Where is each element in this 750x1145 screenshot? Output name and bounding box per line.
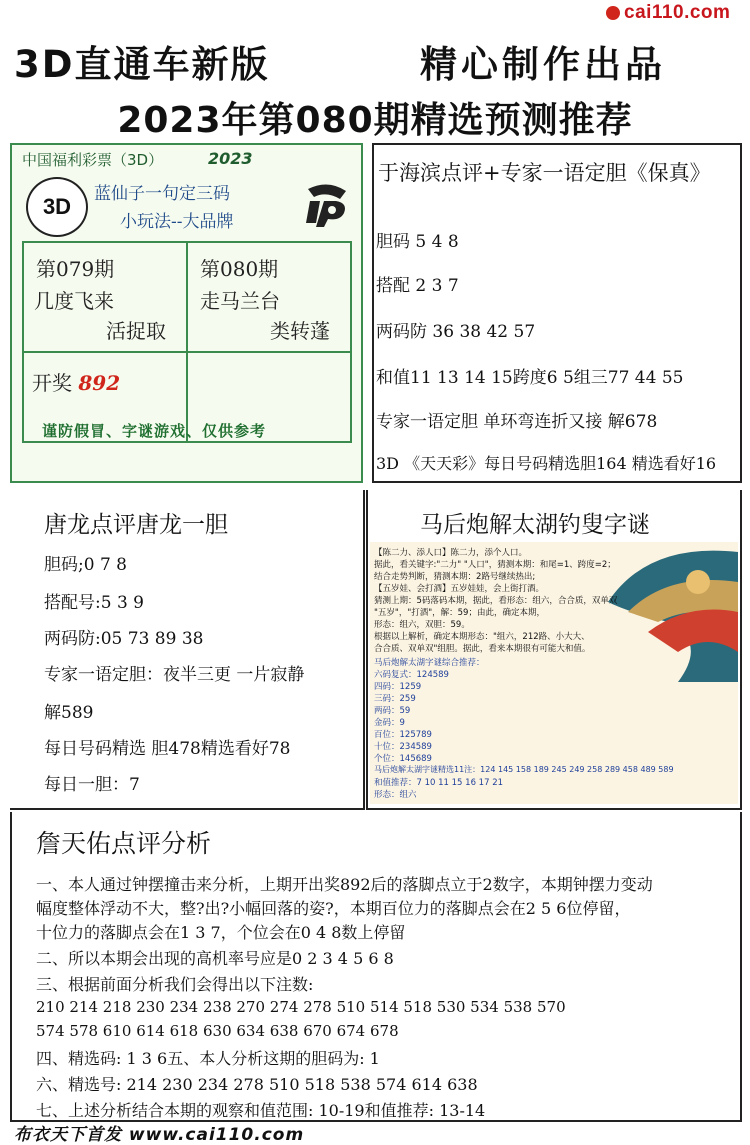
zhan-line: 一、本人通过钟摆撞击来分析，上期开出奖892后的落脚点立于2数字，本期钟摆力变动 bbox=[36, 875, 653, 894]
zhan-line: 二、所以本期会出现的高机率号应是0 2 3 4 5 6 8 bbox=[36, 949, 394, 968]
ticket-year: 2023 bbox=[208, 149, 253, 168]
expert-title: 于海滨点评+专家一语定胆《保真》 bbox=[378, 161, 711, 185]
grid-divider-horizontal bbox=[24, 351, 350, 353]
expert-panel bbox=[372, 143, 742, 483]
puzzle-line: 形态：组六 bbox=[374, 790, 417, 800]
puzzle-line: 金码：9 bbox=[374, 718, 405, 728]
zhan-line: 574 578 610 614 618 630 634 638 670 674 678 bbox=[36, 1022, 399, 1040]
puzzle-line: 【五岁娃、会打酒】五岁娃娃，会上街打酒。 bbox=[374, 584, 545, 594]
tanglong-line: 专家一语定胆：夜半三更 一片寂静 bbox=[44, 665, 305, 685]
draw-number: 892 bbox=[78, 371, 121, 395]
puzzle-line: 根据以上解析，确定本期形态："组六，212路、小大大、 bbox=[374, 632, 590, 642]
footer-credit: 布衣天下首发 www.cai110.com bbox=[14, 1125, 305, 1145]
prev-riddle-line1: 几度飞来 bbox=[34, 289, 114, 313]
cur-issue: 第080期 bbox=[200, 257, 279, 281]
ticket-header: 中国福利彩票（3D） bbox=[22, 151, 164, 169]
puzzle-line: 合合质、双单双"组胆。据此，看来本期很有可能大和值。 bbox=[374, 644, 591, 654]
page-title: 2023年第080期精选预测推荐 bbox=[117, 100, 633, 141]
zhan-line: 幅度整体浮动不大，整?出?小幅回落的姿?，本期百位力的落脚点会在2 5 6位停留， bbox=[36, 899, 631, 918]
draw-result bbox=[32, 367, 120, 396]
prev-issue: 第079期 bbox=[36, 257, 115, 281]
puzzle-line: 百位：125789 bbox=[374, 730, 432, 740]
puzzle-line: 结合走势判断，猜测本期：2路号继续热出; bbox=[374, 572, 536, 582]
header-right: 精心制作出品 bbox=[420, 43, 666, 86]
mahou-panel bbox=[366, 490, 742, 810]
zhan-panel bbox=[10, 812, 742, 1122]
puzzle-line: "五岁"，"打酒"，解：59；由此，确定本期， bbox=[374, 608, 545, 618]
issue-grid bbox=[22, 241, 352, 443]
puzzle-line: 三码：259 bbox=[374, 694, 416, 704]
puzzle-line: 据此，看关键字:"二力" "人口"，猜测本期：和尾=1、跨度=2； bbox=[374, 560, 616, 570]
lottery-ticket bbox=[10, 143, 363, 483]
puzzle-line: 猜测上期：5码落码本期，据此，看形态：组六，合合质，双单双 bbox=[374, 596, 618, 606]
zhan-line: 四、精选码: 1 3 6五、本人分析这期的胆码为: 1 bbox=[36, 1049, 380, 1068]
site-badge[interactable] bbox=[600, 0, 750, 26]
zhan-line: 七、上述分析结合本期的观察和值范围: 10-19和值推荐: 13-14 bbox=[36, 1101, 486, 1120]
tanglong-line: 解589 bbox=[44, 703, 94, 723]
slogan-one: 蓝仙子一句定三码 bbox=[94, 184, 230, 204]
expert-line: 和值11 13 14 15跨度6 5组三77 44 55 bbox=[376, 368, 684, 388]
tanglong-line: 搭配号:5 3 9 bbox=[44, 593, 144, 613]
puzzle-line: 十位：234589 bbox=[374, 742, 432, 752]
slogan-two: 小玩法--大品牌 bbox=[120, 212, 234, 232]
zhan-line: 210 214 218 230 234 238 270 274 278 510 514 518 530 534 538 570 bbox=[36, 998, 566, 1016]
cur-riddle-line2: 类转蓬 bbox=[270, 319, 330, 343]
puzzle-line: 马后炮解太湖字谜精选11注：124 145 158 189 245 249 258 289 458 489 589 bbox=[374, 765, 674, 774]
expert-line: 3D 《天天彩》每日号码精选胆164 精选看好16 bbox=[376, 454, 717, 473]
site-url[interactable]: cai110.com bbox=[624, 2, 731, 23]
expert-line: 专家一语定胆 单环弯连折又接 解678 bbox=[376, 412, 658, 432]
tanglong-line: 每日一胆：7 bbox=[44, 775, 140, 795]
3d-logo-icon: 3D bbox=[26, 177, 88, 237]
zhan-title: 詹天佑点评分析 bbox=[36, 829, 212, 858]
puzzle-line: 和值推荐：7 10 11 15 16 17 21 bbox=[374, 778, 504, 788]
puzzle-line: 【陈二力、添人口】陈二力，添个人口。 bbox=[374, 548, 528, 558]
site-logo-icon bbox=[606, 6, 620, 20]
puzzle-line: 六码复式：124589 bbox=[374, 670, 449, 680]
puzzle-line: 个位：145689 bbox=[374, 754, 432, 764]
cur-riddle-line1: 走马兰台 bbox=[200, 289, 280, 313]
puzzle-image bbox=[370, 542, 738, 804]
zhan-line: 六、精选号: 214 230 234 278 510 518 538 574 614 638 bbox=[36, 1075, 478, 1094]
expert-line: 两码防 36 38 42 57 bbox=[376, 322, 536, 342]
expert-line: 搭配 2 3 7 bbox=[376, 276, 459, 296]
grid-divider-vertical bbox=[186, 243, 188, 441]
tanglong-line: 两码防:05 73 89 38 bbox=[44, 629, 204, 649]
welfare-lottery-logo-icon bbox=[302, 181, 354, 229]
zhan-line: 十位力的落脚点会在1 3 7，个位会在0 4 8数上停留 bbox=[36, 923, 406, 942]
puzzle-line: 形态：组六，双胆：59。 bbox=[374, 620, 470, 630]
tanglong-line: 每日号码精选 胆478精选看好78 bbox=[44, 739, 291, 759]
puzzle-line: 马后炮解太湖字谜综合推荐： bbox=[374, 658, 485, 668]
tanglong-panel bbox=[10, 490, 365, 810]
draw-label: 开奖 bbox=[32, 371, 72, 395]
zhan-line: 三、根据前面分析我们会得出以下注数: bbox=[36, 975, 314, 994]
puzzle-line: 四码：1259 bbox=[374, 682, 422, 692]
mahou-title: 马后炮解太湖钓叟字谜 bbox=[420, 512, 650, 538]
header-left: 3D直通车新版 bbox=[14, 43, 270, 86]
prev-riddle-line2: 活捉取 bbox=[106, 319, 166, 343]
expert-line: 胆码 5 4 8 bbox=[376, 232, 459, 252]
tanglong-line: 胆码;0 7 8 bbox=[44, 555, 127, 575]
puzzle-line: 两码：59 bbox=[374, 706, 411, 716]
tanglong-title: 唐龙点评唐龙一胆 bbox=[44, 512, 228, 538]
warning-text: 谨防假冒、字谜游戏、仅供参考 bbox=[42, 422, 267, 440]
